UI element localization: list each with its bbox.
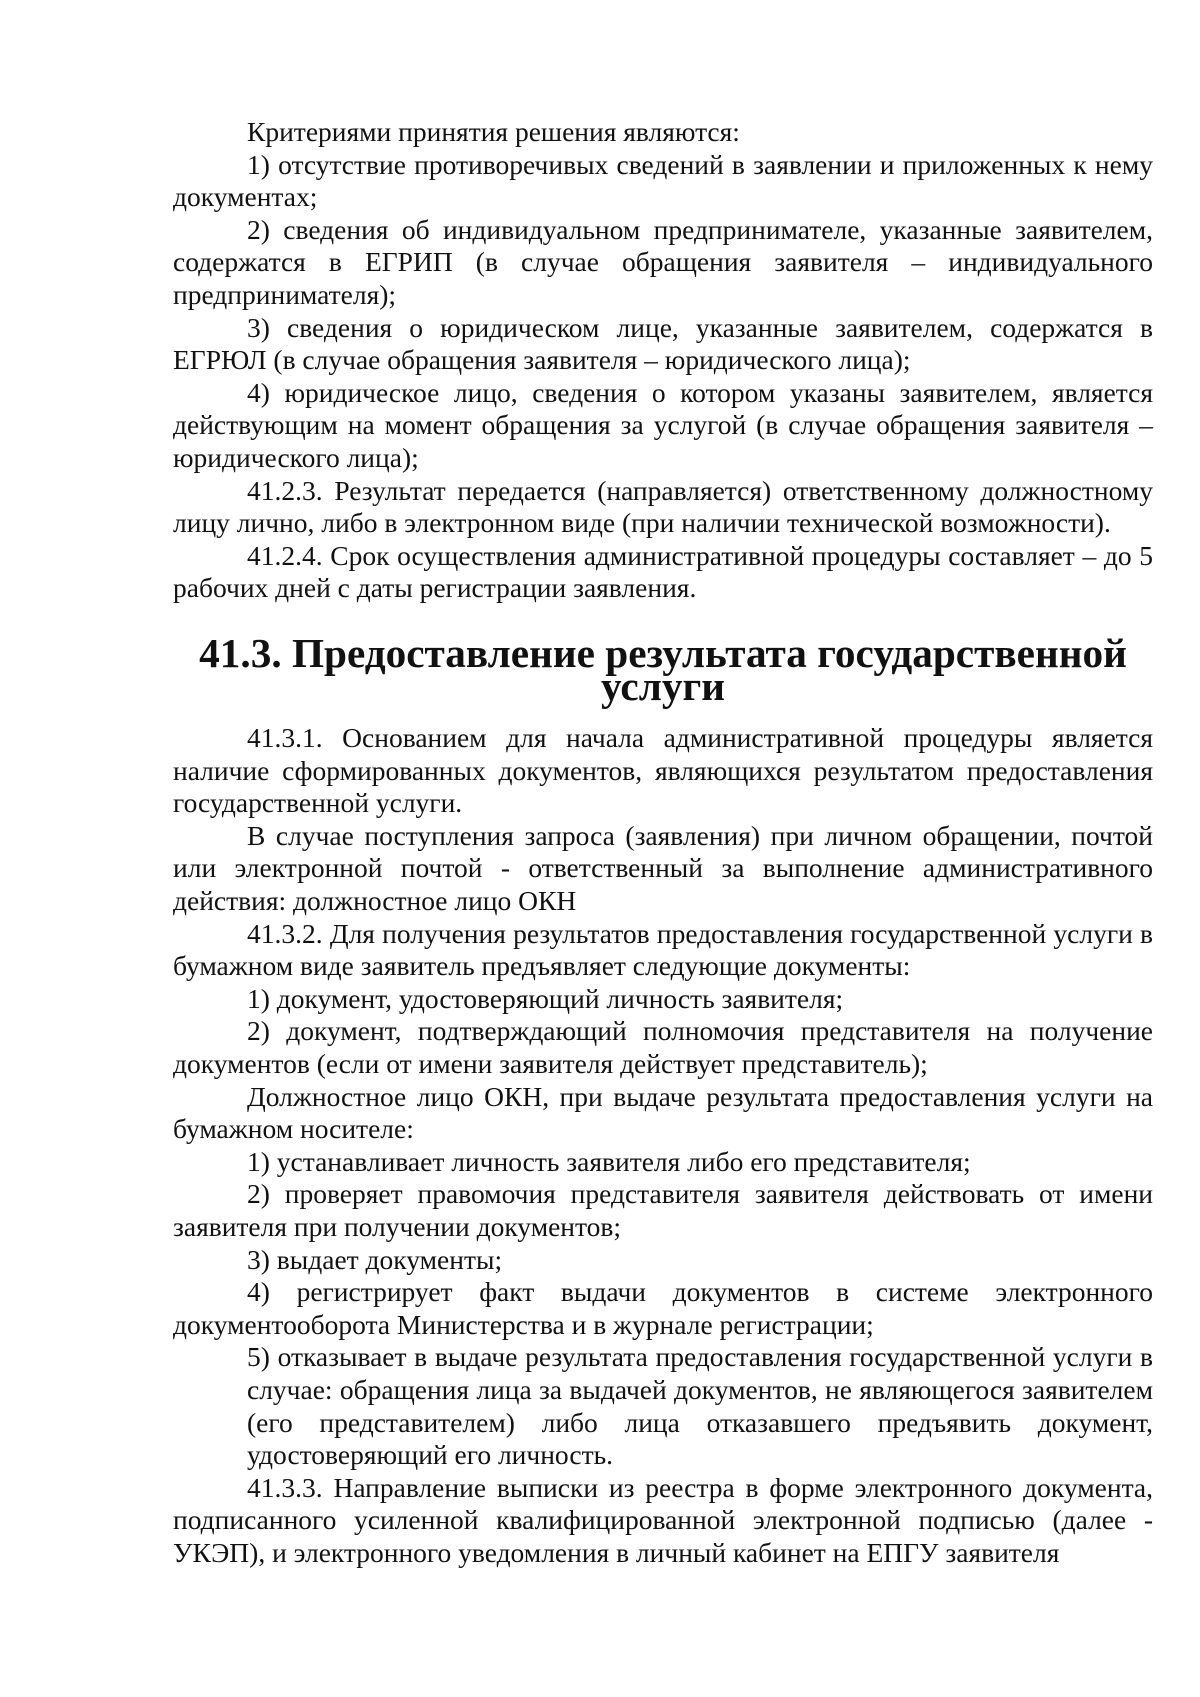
document-body xyxy=(173,116,1153,1570)
paragraph-criterion-4: 4) юридическое лицо, сведения о котором указаны заявителем, является действующим на момент обращения за услугой (в случае обращения заявителя – юридического лица); xyxy=(173,376,1153,473)
paragraph-request-case: В случае поступления запроса (заявления) при личном обращении, почтой или электронной почтой - ответственный за выполнение административного действия: должностное лицо ОКН xyxy=(173,819,1153,917)
paragraph-41-3-2: 41.3.2. Для получения результатов предоставления государственной услуги в бумажном виде заявитель предъявляет следующие документы: xyxy=(173,917,1153,982)
paragraph-action-1: 1) устанавливает личность заявителя либо его представителя; xyxy=(247,1145,971,1177)
paragraph-official-okn: Должностное лицо ОКН, при выдаче результата предоставления услуги на бумажном носителе: xyxy=(173,1080,1153,1145)
paragraph-document-1: 1) документ, удостоверяющий личность заявителя; xyxy=(247,982,844,1014)
paragraph-41-3-1: 41.3.1. Основанием для начала административной процедуры является наличие сформированных документов, являющихся результатом предоставления государственной услуги. xyxy=(173,722,1153,819)
paragraph-criteria-intro: Критериями принятия решения являются: xyxy=(247,116,740,147)
paragraph-action-3: 3) выдает документы; xyxy=(247,1243,503,1275)
paragraph-41-2-3: 41.2.3. Результат передается (направляется) ответственному должностному лицу лично, либо в электронном виде (при наличии технической возможности). xyxy=(173,474,1153,539)
paragraph-criterion-2: 2) сведения об индивидуальном предпринимателе, указанные заявителем, содержатся в ЕГРИП (в случае обращения заявителя – индивидуального предпринимателя); xyxy=(173,213,1153,310)
paragraph-41-3-3: 41.3.3. Направление выписки из реестра в форме электронного документа, подписанного усиленной квалифицированной электронной подписью (далее - УКЭП), и электронного уведомления в личный кабинет на ЕПГУ заявителя xyxy=(173,1471,1153,1568)
paragraph-41-2-4: 41.2.4. Срок осуществления административной процедуры составляет – до 5 рабочих дней с даты регистрации заявления. xyxy=(173,539,1153,604)
paragraph-action-2: 2) проверяет правомочия представителя заявителя действовать от имени заявителя при получении документов; xyxy=(173,1178,1153,1242)
section-heading-41-3: 41.3. Предоставление результата государственной услуги xyxy=(199,629,1127,709)
paragraph-action-4: 4) регистрирует факт выдачи документов в системе электронного документооборота Министерства и в журнале регистрации; xyxy=(173,1276,1153,1340)
paragraph-document-2: 2) документ, подтверждающий полномочия представителя на получение документов (если от имени заявителя действует представитель); xyxy=(173,1015,1153,1080)
paragraph-action-5: 5) отказывает в выдаче результата предоставления государственной услуги в случае: обращения лица за выдачей документов, не являющегося заявителем (его представителем) либо лица отказавшего предъявить документ, удостоверяющий его личность. xyxy=(247,1341,1153,1471)
paragraph-criterion-1: 1) отсутствие противоречивых сведений в заявлении и приложенных к нему документах; xyxy=(173,148,1153,213)
paragraph-criterion-3: 3) сведения о юридическом лице, указанные заявителем, содержатся в ЕГРЮЛ (в случае обращения заявителя – юридического лица); xyxy=(173,311,1153,376)
